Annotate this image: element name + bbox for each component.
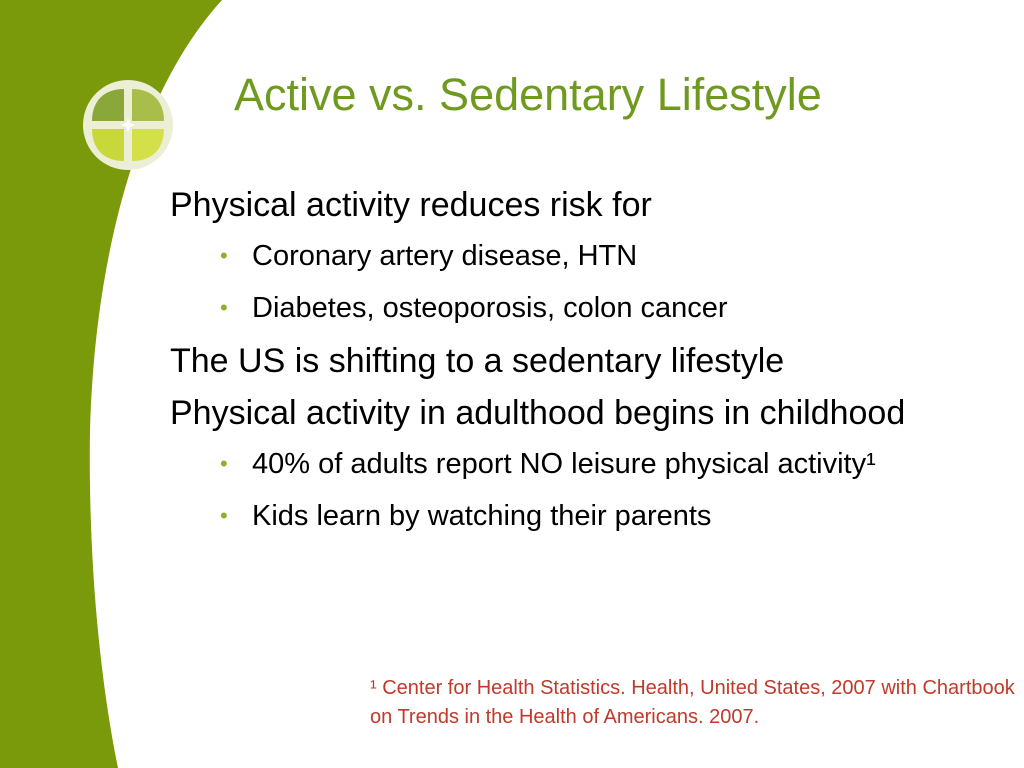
bullet-dot-icon: • xyxy=(220,451,228,476)
footnote: ¹ Center for Health Statistics. Health, United States, 2007 with Chartbook on Trends in the Health of Americans. 2007. xyxy=(370,677,1015,728)
bullet-level2 xyxy=(170,498,930,534)
bullet-text: Kids learn by watching their parents xyxy=(252,500,712,532)
slide-content xyxy=(170,186,930,550)
bullet-level1: Physical activity in adulthood begins in childhood xyxy=(170,394,906,432)
bullet-dot-icon: • xyxy=(220,243,228,268)
bullet-level2 xyxy=(170,238,930,274)
bullet-level1: The US is shifting to a sedentary lifestyle xyxy=(170,342,785,380)
bullet-dot-icon: • xyxy=(220,503,228,528)
bullet-level1: Physical activity reduces risk for xyxy=(170,186,652,224)
bullet-level2 xyxy=(170,290,930,326)
slide-title: Active vs. Sedentary Lifestyle xyxy=(234,69,822,120)
bullet-level2 xyxy=(170,446,930,482)
bullet-dot-icon: • xyxy=(220,295,228,320)
bullet-text: 40% of adults report NO leisure physical activity¹ xyxy=(252,448,876,480)
bullet-text: Coronary artery disease, HTN xyxy=(252,240,638,272)
bullet-text: Diabetes, osteoporosis, colon cancer xyxy=(252,292,728,324)
